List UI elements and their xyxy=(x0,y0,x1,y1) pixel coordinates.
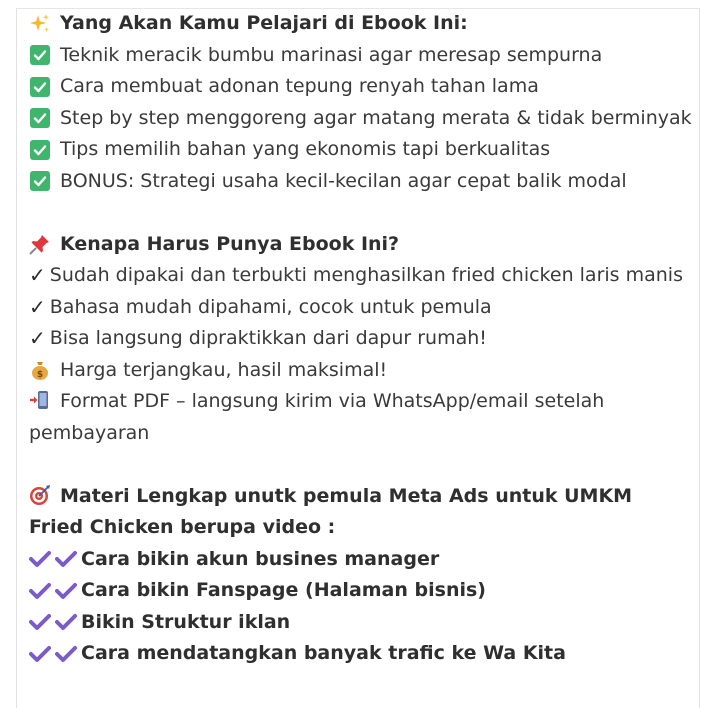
list-item-text: Tips memilih bahan yang ekonomis tapi berkualitas xyxy=(60,138,551,160)
section3-heading: Materi Lengkap unutk pemula Meta Ads untuk UMKM Fried Chicken berupa video : xyxy=(29,484,633,538)
green-check-box-icon xyxy=(29,76,51,98)
list-item-text: Cara membuat adonan tepung renyah tahan lama xyxy=(60,75,539,97)
pushpin-icon xyxy=(29,233,51,255)
green-check-box-icon xyxy=(29,139,51,161)
check-mark-icon: ✓ xyxy=(29,294,46,319)
purple-check-mark-icon xyxy=(55,613,77,631)
check-mark-icon: ✓ xyxy=(29,263,46,287)
list-item-text: Bahasa mudah dipahami, cocok untuk pemula xyxy=(49,295,492,318)
section3-heading-line xyxy=(29,481,689,544)
format-line xyxy=(29,386,689,449)
purple-check-mark-icon xyxy=(29,613,51,631)
list-item xyxy=(29,166,689,198)
list-item xyxy=(29,260,689,292)
ebook-description xyxy=(29,8,692,670)
list-item xyxy=(29,544,689,576)
list-item-text: Teknik meracik bumbu marinasi agar meresap sempurna xyxy=(60,43,603,66)
list-item-text: Sudah dipakai dan terbukti menghasilkan fried chicken laris manis xyxy=(49,264,683,286)
price-line xyxy=(29,355,689,387)
direct-hit-target-icon xyxy=(29,484,51,506)
sparkles-icon xyxy=(29,13,51,35)
list-item xyxy=(29,323,689,355)
list-item xyxy=(29,292,689,324)
section2-heading-line xyxy=(29,229,689,261)
list-item xyxy=(29,638,689,670)
purple-check-mark-icon xyxy=(29,550,51,568)
green-check-box-icon xyxy=(29,107,51,129)
list-item xyxy=(29,71,689,103)
list-item-text: Bisa langsung dipraktikkan dari dapur rumah! xyxy=(49,327,487,349)
list-item-text: Cara bikin akun busines manager xyxy=(81,547,440,570)
list-item xyxy=(29,134,689,166)
list-item-text: Cara bikin Fanspage (Halaman bisnis) xyxy=(81,579,486,601)
money-bag-icon xyxy=(29,359,51,381)
price-text: Harga terjangkau, hasil maksimal! xyxy=(60,358,388,381)
green-check-box-icon xyxy=(29,170,51,192)
list-item-text: Step by step menggoreng agar matang merata & tidak berminyak xyxy=(60,106,692,129)
section1-heading: Yang Akan Kamu Pelajari di Ebook Ini: xyxy=(60,12,468,34)
purple-check-mark-icon xyxy=(55,582,77,600)
list-item-text: Bikin Struktur iklan xyxy=(81,610,291,633)
purple-check-mark-icon xyxy=(29,645,51,663)
section1-heading-line xyxy=(29,8,689,40)
mobile-phone-with-arrow-icon xyxy=(29,389,51,411)
svg-text:$: $ xyxy=(36,370,44,381)
purple-check-mark-icon xyxy=(29,582,51,600)
spacer xyxy=(29,449,689,481)
list-item xyxy=(29,103,692,135)
green-check-box-icon xyxy=(29,44,51,66)
purple-check-mark-icon xyxy=(55,550,77,568)
section2-heading: Kenapa Harus Punya Ebook Ini? xyxy=(60,232,400,255)
purple-check-mark-icon xyxy=(55,645,77,663)
list-item-text: Cara mendatangkan banyak trafic ke Wa Kita xyxy=(81,642,566,664)
format-text: Format PDF – langsung kirim via WhatsApp/email setelah pembayaran xyxy=(29,390,605,444)
list-item xyxy=(29,575,689,607)
list-item xyxy=(29,607,689,639)
list-item-text: BONUS: Strategi usaha kecil-kecilan agar cepat balik modal xyxy=(60,169,627,192)
spacer xyxy=(29,197,689,229)
list-item xyxy=(29,40,689,72)
check-mark-icon: ✓ xyxy=(29,326,46,350)
